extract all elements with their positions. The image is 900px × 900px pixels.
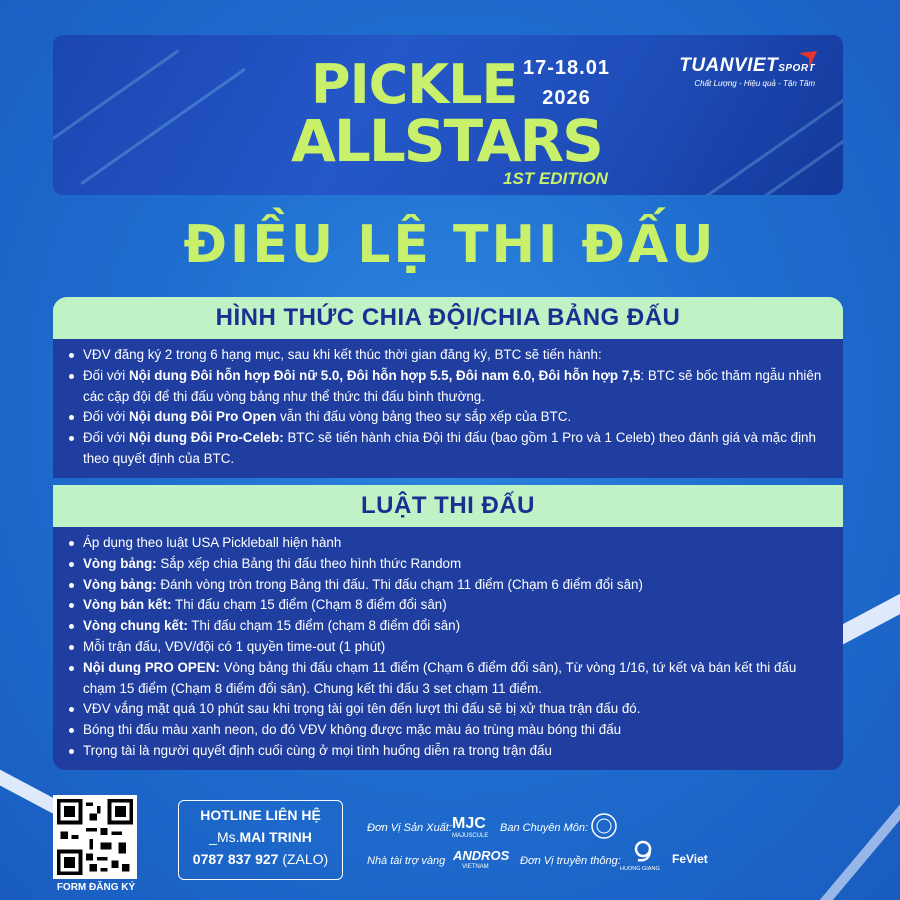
rule-text: : BTC sẽ bốc thăm ngẫu nhiên các cặp đội để thi đấu vòng bảng như thể thức thi đấu bình thường. — [83, 367, 822, 404]
rule-text: Vòng bảng thi đấu chạm 11 điểm (Chạm 6 điểm đổi sân), Từ vòng 1/16, tứ kết và bán kết thi đấu chạm 15 điểm (Chạm 8 điểm đổi sân). Chung kết thi đấu 3 set chạm 11 điểm. — [83, 659, 797, 696]
rule-prefix: Đối với — [83, 367, 129, 383]
section-body — [53, 527, 843, 770]
phone-number[interactable]: 0787 837 927 — [192, 851, 279, 867]
rule-bold-label: Nội dung Đôi Pro-Celeb: — [129, 430, 284, 446]
rule-item — [67, 533, 829, 554]
section-match-rules — [53, 485, 843, 770]
edition-label: 1ST EDITION — [503, 169, 608, 188]
date-line1: 17-18.01 — [523, 57, 610, 79]
rule-bold-label: Nội dung Đôi Pro Open — [129, 409, 277, 425]
rule-text: BTC sẽ tiến hành chia Đội thi đấu (bao gồm 1 Pro và 1 Celeb) theo đánh giá và mặc định theo quyết định của BTC. — [83, 430, 816, 466]
rule-bold-label: Nội dung Đôi hỗn hợp Đôi nữ 5.0, Đôi hỗn hợp 5.5, Đôi nam 6.0, Đôi hỗn hợp 7,5 — [129, 367, 641, 383]
rule-item — [67, 699, 829, 720]
expert-seal-icon — [590, 812, 618, 840]
rule-item — [67, 575, 829, 596]
decor-streak — [710, 118, 843, 195]
gold-sponsor-sub: VIETNAM — [462, 864, 489, 870]
rule-list — [67, 533, 829, 762]
rule-bold-label: Nội dung PRO OPEN: — [83, 659, 220, 675]
rule-text: Trọng tài là người quyết định cuối cùng ở mọi tình huống diễn ra trong trận đấu — [83, 742, 552, 758]
rule-bold-label: Vòng chung kết: — [83, 618, 188, 634]
gold-sponsor-label: Nhà tài trợ vàng — [367, 855, 446, 867]
media-label: Đơn Vị truyền thông: — [520, 855, 621, 867]
rule-item — [67, 407, 829, 428]
rule-text: Mỗi trận đấu, VĐV/đội có 1 quyền time-out (1 phút) — [83, 638, 386, 654]
rule-bold-label: Vòng bảng: — [83, 555, 157, 571]
rule-text: VĐV vắng mặt quá 10 phút sau khi trọng tài gọi tên đến lượt thi đấu sẽ bị xử thua trận đấu đó. — [83, 701, 641, 717]
rule-text: vẫn thi đấu vòng bảng theo sự sắp xếp của BTC. — [276, 409, 572, 425]
producer-logo-sub: MAJUSCULE — [452, 833, 489, 839]
hotline-title: HOTLINE LIÊN HỆ — [200, 807, 321, 823]
logo-line1: PICKLE — [311, 53, 518, 116]
media-logo2: FeViet — [672, 852, 708, 866]
brand-logo — [679, 55, 815, 88]
rule-item — [67, 658, 829, 700]
phone-line — [179, 851, 342, 867]
rule-item — [67, 637, 829, 658]
contact-name-line — [179, 829, 342, 845]
court-line — [817, 750, 900, 900]
rule-item — [67, 428, 829, 470]
rule-prefix: Đối với — [83, 409, 129, 425]
producer-logo: MJC — [452, 815, 486, 832]
rule-item — [67, 616, 829, 637]
brand-name: TUANVIET — [679, 55, 779, 76]
rule-text: Thi đấu chạm 15 điểm (Chạm 8 điểm đổi sân) — [171, 597, 447, 613]
rule-text: Đánh vòng tròn trong Bảng thi đấu. Thi đấu chạm 11 điểm (Chạm 6 điểm đổi sân) — [156, 576, 643, 592]
rule-list — [67, 345, 829, 470]
logo-line2: ALLSTARS — [291, 107, 602, 175]
decor-streak — [80, 68, 246, 185]
section-heading: LUẬT THI ĐẤU — [53, 485, 843, 527]
rule-item — [67, 366, 829, 408]
rule-item — [67, 595, 829, 616]
event-date — [523, 53, 610, 113]
date-line2: 2026 — [542, 87, 591, 109]
brand-mark-icon — [797, 49, 819, 71]
rule-text: Bóng thi đấu màu xanh neon, do đó VĐV không được mặc màu áo trùng màu bóng thi đấu — [83, 722, 622, 738]
rule-item — [67, 720, 829, 741]
gold-sponsor-logo: ANDROS — [453, 848, 510, 863]
rule-text: Thi đấu chạm 15 điểm (chạm 8 điểm đổi sân) — [187, 618, 461, 634]
qr-code-icon — [57, 799, 133, 875]
rule-bold-label: Vòng bảng: — [83, 576, 157, 592]
header-banner — [53, 35, 843, 195]
rule-item — [67, 345, 829, 366]
section-heading: HÌNH THỨC CHIA ĐỘI/CHIA BẢNG ĐẤU — [53, 297, 843, 339]
qr-code[interactable] — [53, 795, 137, 879]
producer-label: Đơn Vị Sản Xuất: — [367, 822, 452, 834]
rule-bold-label: Vòng bán kết: — [83, 597, 172, 613]
phone-note: (ZALO) — [282, 851, 329, 867]
contact-prefix: _Ms. — [209, 829, 240, 845]
hotline-box — [178, 800, 343, 880]
contact-name: MAI TRINH — [239, 829, 312, 845]
huong-giang-logo-icon — [632, 840, 654, 864]
section-team-division — [53, 297, 843, 478]
brand-suffix: SPORT — [778, 63, 815, 74]
qr-label: FORM ĐĂNG KÝ — [56, 882, 136, 893]
rule-text: Sắp xếp chia Bảng thi đấu theo hình thức Random — [156, 555, 462, 571]
rule-text: Áp dụng theo luật USA Pickleball hiện hành — [83, 535, 342, 550]
section-body — [53, 339, 843, 478]
page-title: ĐIỀU LỆ THI ĐẤU — [183, 215, 717, 275]
rule-item — [67, 741, 829, 762]
brand-tagline: Chất Lượng - Hiệu quả - Tận Tâm — [694, 79, 815, 88]
rule-item — [67, 554, 829, 575]
media-logo1: HUONG GIANG — [620, 866, 660, 872]
expert-label: Ban Chuyên Môn: — [500, 822, 589, 834]
rule-text: VĐV đăng ký 2 trong 6 hạng mục, sau khi kết thúc thời gian đăng ký, BTC sẽ tiến hành: — [83, 347, 602, 362]
decor-streak — [672, 92, 843, 195]
rule-prefix: Đối với — [83, 430, 129, 446]
